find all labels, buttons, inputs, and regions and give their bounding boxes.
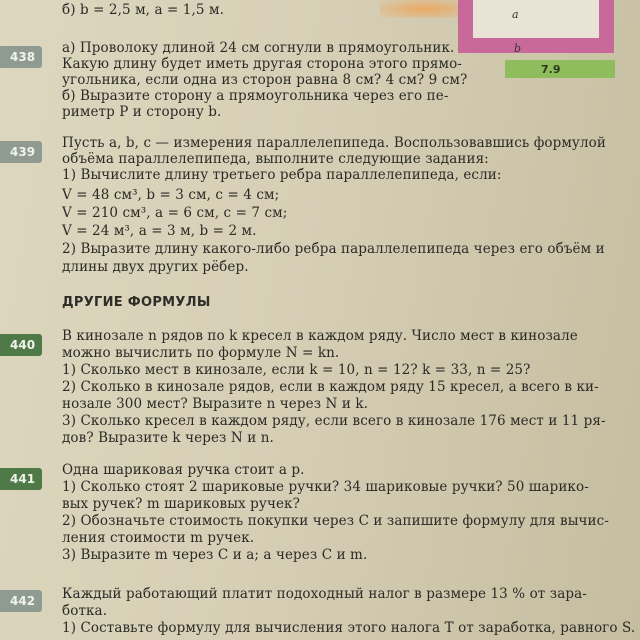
problem-440-line: можно вычислить по формуле N = kn. bbox=[62, 345, 340, 361]
figure-caption: 7.9 bbox=[505, 60, 615, 78]
problem-440-line: В кинозале n рядов по k кресел в каждом ряду. Число мест в кинозале bbox=[62, 328, 578, 344]
problem-441-line: 1) Сколько стоят 2 шариковые ручки? 34 шариковые ручки? 50 шарико- bbox=[62, 479, 589, 495]
problem-439-line: длины двух других рёбер. bbox=[62, 259, 249, 275]
problem-442-line: 1) Составьте формулу для вычисления этого налога T от заработка, равного S. bbox=[62, 620, 636, 636]
problem-438-line: угольника, если одна из сторон равна 8 см? 4 см? 9 см? bbox=[62, 72, 468, 88]
problem-439-line: V = 48 см³, b = 3 см, c = 4 см; bbox=[62, 187, 280, 203]
problem-number-439: 439 bbox=[0, 141, 42, 163]
problem-439-line: Пусть a, b, c — измерения параллелепипеда. Воспользовавшись формулой bbox=[62, 135, 606, 151]
problem-number-441: 441 bbox=[0, 468, 42, 490]
problem-441-line: 3) Выразите m через C и a; a через C и m. bbox=[62, 547, 368, 563]
figure-label-b: b bbox=[514, 42, 522, 55]
problem-438-line: б) Выразите сторону a прямоугольника через его пе- bbox=[62, 88, 449, 104]
problem-442-line: ботка. bbox=[62, 603, 108, 619]
problem-441-line: ления стоимости m ручек. bbox=[62, 530, 255, 546]
problem-440-line: 2) Сколько в кинозале рядов, если в каждом ряду 15 кресел, а всего в ки- bbox=[62, 379, 599, 395]
top-text-line: б) b = 2,5 м, a = 1,5 м. bbox=[62, 2, 224, 18]
problem-440-line: 3) Сколько кресел в каждом ряду, если всего в кинозале 176 мест и 11 ря- bbox=[62, 413, 606, 429]
problem-440-line: нозале 300 мест? Выразите n через N и k. bbox=[62, 396, 369, 412]
problem-number-440: 440 bbox=[0, 334, 42, 356]
problem-441-line: вых ручек? m шариковых ручек? bbox=[62, 496, 300, 512]
problem-439-line: V = 210 см³, a = 6 см, c = 7 см; bbox=[62, 205, 288, 221]
problem-442-line: Каждый работающий платит подоходный налог в размере 13 % от зара- bbox=[62, 586, 587, 602]
problem-439-line: 2) Выразите длину какого-либо ребра параллелепипеда через его объём и bbox=[62, 241, 605, 257]
problem-440-line: дов? Выразите k через N и n. bbox=[62, 430, 274, 446]
problem-438-line: Какую длину будет иметь другая сторона этого прямо- bbox=[62, 56, 462, 72]
rectangle-figure bbox=[458, 0, 614, 53]
problem-441-line: 2) Обозначьте стоимость покупки через C и запишите формулу для вычис- bbox=[62, 513, 609, 529]
problem-438-line: риметр P и сторону b. bbox=[62, 104, 222, 120]
problem-440-line: 1) Сколько мест в кинозале, если k = 10, n = 12? k = 33, n = 25? bbox=[62, 362, 531, 378]
problem-number-438: 438 bbox=[0, 46, 42, 68]
problem-438-line: а) Проволоку длиной 24 см согнули в прямоугольник. bbox=[62, 40, 455, 56]
figure-label-a: a bbox=[512, 8, 519, 21]
section-heading: ДРУГИЕ ФОРМУЛЫ bbox=[62, 295, 211, 310]
problem-number-442: 442 bbox=[0, 590, 42, 612]
light-glare bbox=[380, 0, 470, 18]
problem-439-line: 1) Вычислите длину третьего ребра параллелепипеда, если: bbox=[62, 167, 502, 183]
problem-439-line: V = 24 м³, a = 3 м, b = 2 м. bbox=[62, 223, 257, 239]
problem-439-line: объёма параллелепипеда, выполните следующие задания: bbox=[62, 151, 489, 167]
problem-441-line: Одна шариковая ручка стоит a р. bbox=[62, 462, 305, 478]
